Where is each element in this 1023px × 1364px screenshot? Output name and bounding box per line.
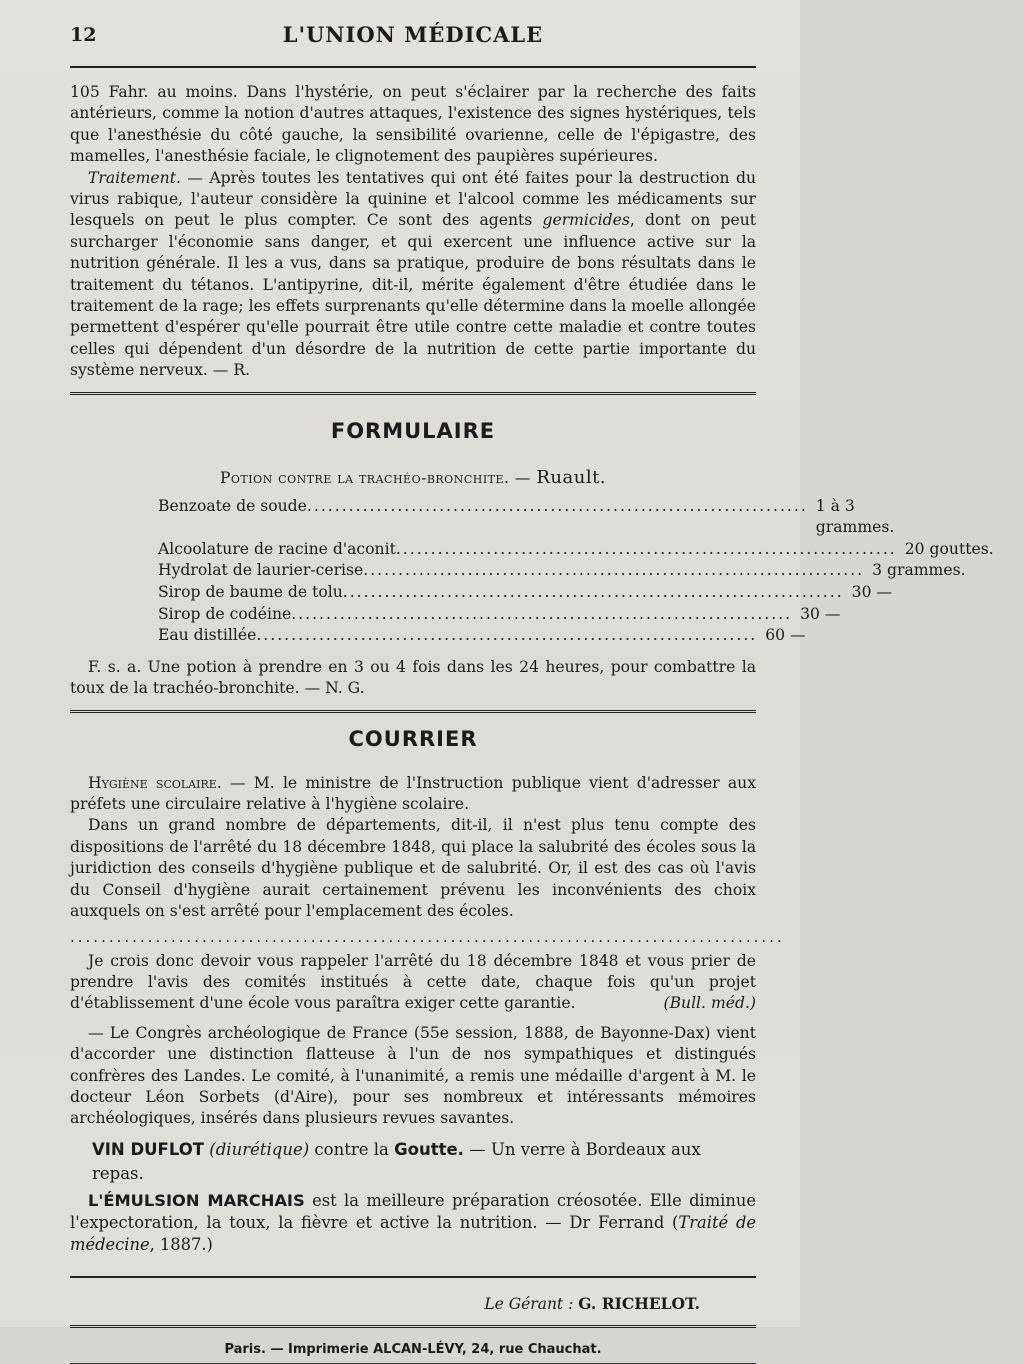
ingredient-row [158,539,994,561]
courrier-title: COURRIER [348,726,478,751]
ingredient-dose: 3 grammes. [872,561,966,580]
ingredient-name: Benzoate de soude [158,496,307,515]
potion-dash: — [509,468,537,487]
gerant-line [70,1294,700,1313]
ingredient-name: Eau distillée [158,626,257,645]
ingredient-row [158,604,841,626]
potion-author: Ruault. [536,466,607,488]
ingredient-dose: 30 — [800,604,841,623]
article-paragraph-2 [70,168,756,382]
emulsion-text: est la meilleure préparation créosotée. Elle diminue l'expectoration, la toux, la fièvre et active la nutrition. — Dr Ferrand ( [70,1190,756,1232]
advertisements [70,1138,756,1256]
courrier-paragraph-2: Dans un grand nombre de départements, dit-il, il n'est plus tenu compte des dispositions de l'arrêté du 18 décembre 1848, qui place la salubrité des écoles sous la juridiction des conseils d'hygiène publique et de salubrité. Or, il est des cas où l'avis du Conseil d'hygiène aurait certainement prévenu les inconvénients des choix auxquels on s'est arrêté pour l'emplacement des écoles. [70,816,756,921]
ingredient-dose: 60 — [765,626,806,645]
vin-goutte: Goutte. [394,1139,464,1159]
footer-rule-1 [70,1276,756,1278]
header-rule [70,66,756,68]
leader-dots: ........................................................................ [256,626,758,645]
treatment-text-end: , dont on peut surcharger l'économie sans danger, et qui exercent une influence active sur la nutrition générale. Il les a vus, dans sa pratique, produire de bons résultats dans le traitement du tétanos. L'antipyrine, dit-il, mérite également d'être étudiée dans le traitement de la rage; les effets surprenants qu'elle détermine dans la moelle allongée permettent d'espérer qu'elle pourrait être utile contre cette maladie et contre toutes celles qui dépendent d'un désordre de la nutrition de cette partie importante du système nerveux. — R. [70,211,757,380]
germicides-term: germicides [542,211,630,230]
ingredient-name: Hydrolat de laurier-cerise [158,561,364,580]
ingredient-name: Sirop de baume de tolu [158,583,343,602]
printer-line: Paris. — Imprimerie ALCAN-LÉVY, 24, rue Chauchat. [224,1341,602,1357]
gerant-label: Le Gérant : [484,1294,574,1313]
article-paragraph-1: 105 Fahr. au moins. Dans l'hystérie, on peut s'éclairer par la recherche des faits antérieurs, comme la notion d'autres attaques, l'existence des signes hystériques, tels que l'anesthésie du côté gauche, la sensibilité ovarienne, celle de l'épigastre, des mamelles, l'anesthésie faciale, le clignotement des paupières supérieures. [70,83,756,166]
hygiene-label: Hygiène scolaire. [88,773,222,792]
leader-dots: ........................................................................ [363,561,865,580]
vin-name: VIN DUFLOT [92,1139,205,1159]
treatment-label: Traitement. [88,168,181,187]
leader-dots: ........................................................................ [395,539,897,558]
potion-title [70,467,756,488]
circular-text: Je crois donc devoir vous rappeler l'arrêté du 18 décembre 1848 et vous prier de prendre l'avis des comités institués à cette date, chaque fois qu'un projet d'établissement d'une école vous paraîtra exiger cette garantie. [70,951,756,1013]
article-body [70,82,756,382]
circular-source: (Bull. méd.) [663,994,756,1013]
section-divider-1 [70,392,756,397]
section-divider-2 [70,710,756,715]
gerant-name: G. RICHELOT. [578,1293,700,1313]
vin-diuretique: (diurétique) [209,1139,310,1159]
leader-dots: ........................................................................ [291,604,793,623]
page-header [70,18,756,52]
footer-rule-2 [70,1325,756,1330]
emulsion-end: , 1887.) [149,1234,213,1254]
ingredient-row [158,625,806,647]
courrier-paragraph-3 [70,951,756,1015]
potion-name: Potion contre la trachéo-bronchite. [219,468,510,487]
leader-dots: ........................................................................ [342,583,844,602]
emulsion-source: Traité de médecine [70,1212,757,1254]
ingredient-dose: 1 à 3 grammes. [815,496,895,537]
ingredient-row [158,560,966,582]
emulsion-name: L'ÉMULSION MARCHAIS [88,1190,305,1210]
ingredient-row [158,496,895,539]
vin-end: — Un verre à Bordeaux aux repas. [92,1139,701,1183]
page-number: 12 [70,24,97,46]
ingredient-row [158,582,893,604]
hygiene-text: — M. le ministre de l'Instruction publique vient d'adresser aux préfets une circulaire relative à l'hygiène scolaire. [70,773,756,814]
courrier-paragraph-1 [70,773,756,816]
ingredient-list [158,496,994,647]
vin-duflot-ad [70,1138,756,1186]
ingredient-dose: 30 — [851,583,893,602]
courrier-section [70,726,785,1130]
formulaire-title: FORMULAIRE [330,418,496,443]
ingredient-name: Alcoolature de racine d'aconit [158,539,396,558]
treatment-text: — Après toutes les tentatives qui ont été faites pour la destruction du virus rabique, l'auteur considère la quinine et l'alcool comme les médicaments sur lesquels on peut le plus compter. Ce sont des agents [70,168,756,230]
courrier-paragraph-4: — Le Congrès archéologique de France (55e session, 1888, de Bayonne-Dax) vient d'accorder une distinction flatteuse à l'un de nos sympathiques et distingués confrères des Landes. Le comité, à l'unanimité, a remis une médaille d'argent à M. le docteur Léon Sorbets (d'Aire), pour ses nombreux et intéressants mémoires archéologiques, insérés dans plusieurs revues savantes. [70,1023,756,1128]
ellipsis-divider: ............................................................................................ [70,927,785,946]
potion-instructions: F. s. a. Une potion à prendre en 3 ou 4 fois dans les 24 heures, pour combattre la toux de la trachéo-bronchite. — N. G. [70,657,756,698]
journal-title: L'UNION MÉDICALE [282,22,544,47]
ingredient-dose: 20 gouttes. [904,539,994,558]
emulsion-ad [70,1190,756,1256]
leader-dots: ........................................................................ [306,496,808,515]
ingredient-name: Sirop de codéine [158,604,292,623]
vin-mid: contre la [309,1139,395,1159]
formulaire-section [70,418,994,700]
